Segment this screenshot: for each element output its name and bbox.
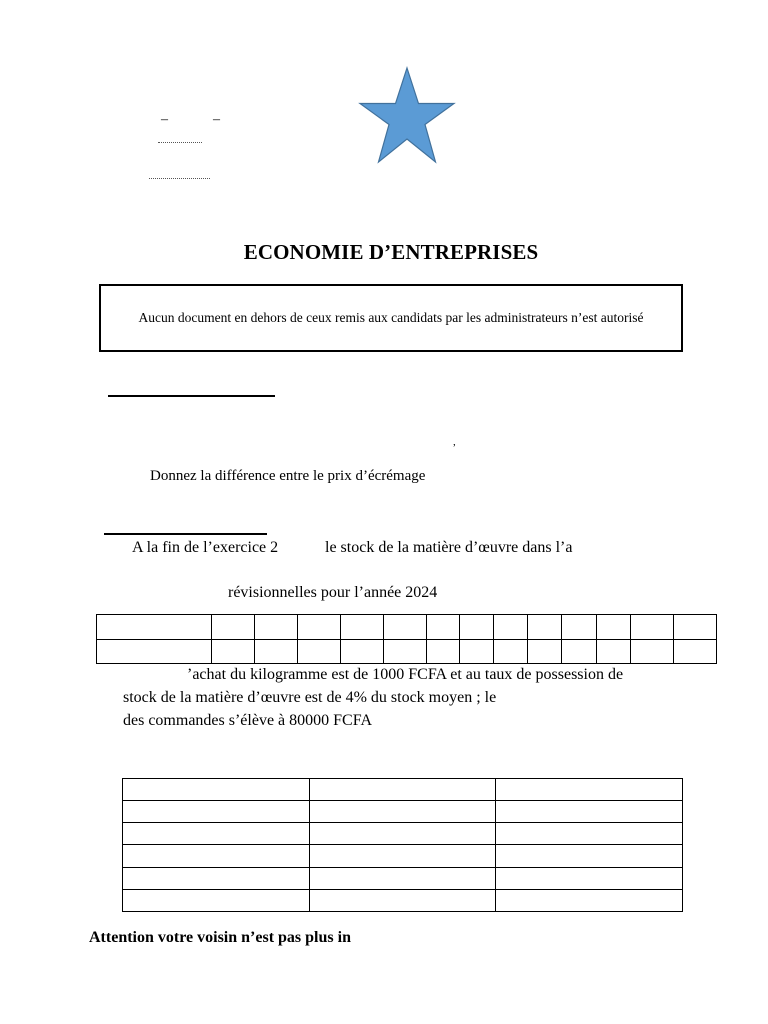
table-row [123, 845, 683, 867]
section2-heading-rule [104, 533, 267, 535]
answer-table [122, 778, 683, 912]
footer-warning: Attention votre voisin n’est pas plus in [89, 929, 351, 946]
question-text: Donnez la différence entre le prix d’écrémage [150, 468, 426, 484]
table-row [97, 615, 717, 640]
notice-box [99, 284, 683, 352]
exercise-text-b: le stock de la matière d’œuvre dans l’a [325, 539, 573, 556]
forecast-text: révisionnelles pour l’année 2024 [228, 584, 438, 601]
header-dash-left: – [161, 112, 168, 127]
table-row [123, 779, 683, 801]
header-dotted-line-2 [149, 178, 210, 179]
table-row [123, 823, 683, 845]
stray-mark: , [453, 436, 456, 448]
paragraph-line-2: stock de la matière d’œuvre est de 4% du stock moyen ; le [123, 689, 497, 706]
star-icon [358, 66, 456, 166]
exercise-text-a: A la fin de l’exercice 2 [132, 539, 279, 556]
section1-heading-rule [108, 395, 275, 397]
page-title: ECONOMIE D’ENTREPRISES [243, 240, 539, 264]
header-dotted-line-1 [158, 142, 202, 143]
table-row [123, 889, 683, 911]
paragraph-line-1: ’achat du kilogramme est de 1000 FCFA et au taux de possession de [187, 666, 624, 683]
table-row [97, 639, 717, 664]
table-row [123, 867, 683, 889]
forecast-table [96, 614, 717, 664]
header-dash-right: – [213, 112, 220, 127]
notice-text: Aucun document en dehors de ceux remis aux candidats par les administrateurs n’est autorisé [138, 310, 644, 325]
paragraph-line-3: des commandes s’élève à 80000 FCFA [123, 712, 372, 729]
table-row [123, 801, 683, 823]
